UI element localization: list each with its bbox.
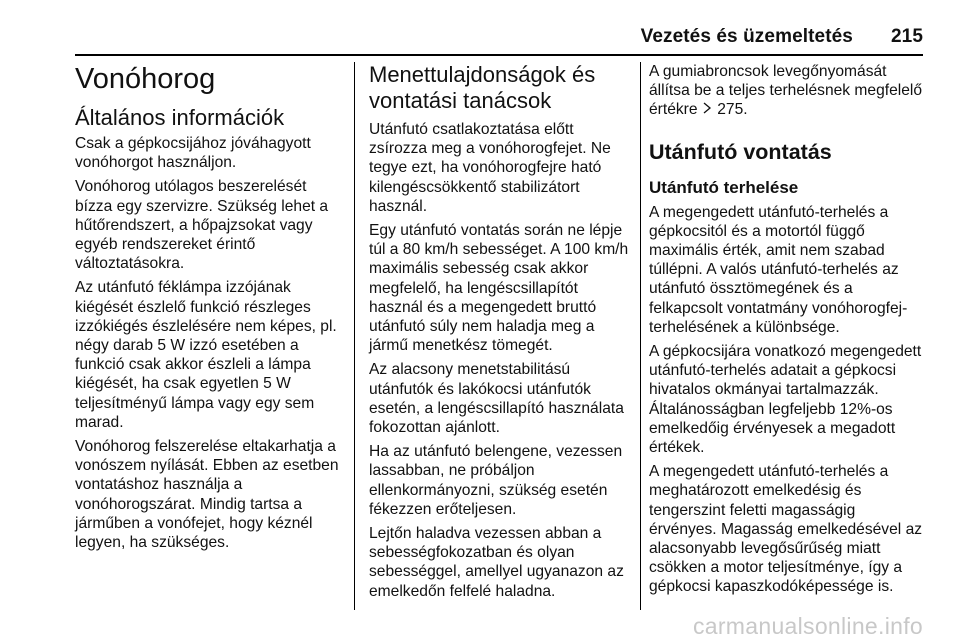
- section-title: Vonóhorog: [75, 63, 216, 95]
- watermark: carmanualsonline.info: [692, 613, 923, 639]
- paragraph: A megengedett utánfutó-terhelés a meghatározott emelkedésig és tengerszint feletti magasságig érvényes. Magasság emelkedésével az alacsonyabb levegősűrűség miatt csökken a motor teljesítménye, így a gépkocsi kapaszkodóképessége is.: [649, 463, 923, 596]
- paragraph: Utánfutó csatlakoztatása előtt zsírozza meg a vonóhorogfejet. Ne tegye ezt, ha vonóhorogfejre ható kilengéscsökkentő stabilizátort használ.: [369, 121, 611, 215]
- paragraph: Az utánfutó féklámpa izzójának kiégését észlelő funkció részleges izzókiégés észlelésére nem képes, pl. négy darab 5 W izzó esetében a funkció csak akkor észleli a lámpa kiégését, ha csak egyetlen 5 W teljesítményű lámpa vagy egy sem marad.: [75, 279, 337, 431]
- subsection-title: Menettulajdonságok és vontatási tanácsok: [369, 62, 596, 113]
- paragraph-text: A gumiabroncsok levegőnyomását állítsa be a teljes terhelésnek megfelelő értékre: [649, 63, 923, 119]
- header-title: Vezetés és üzemeltetés: [640, 26, 853, 47]
- header-rule: [75, 54, 923, 56]
- column-2: [369, 62, 635, 601]
- page-header: [641, 26, 923, 48]
- page-reference-arrow-icon: [703, 100, 712, 119]
- paragraph: [649, 62, 927, 120]
- column-1: [75, 62, 347, 552]
- paragraph: Egy utánfutó vontatás során ne lépje túl a 80 km/h sebességet. A 100 km/h maximális sebesség csak akkor megfelelő, ha lengéscsillapítót használ és a megengedett bruttó utánfutó súly nem haladja meg a jármű menetkész tömegét.: [369, 222, 629, 355]
- subsubsection-title: Utánfutó terhelése: [649, 177, 799, 197]
- column-divider: [354, 62, 355, 610]
- paragraph: Csak a gépkocsijához jóváhagyott vonóhorgot használjon.: [75, 135, 311, 172]
- subsection-title: Általános információk: [75, 105, 285, 130]
- page-reference[interactable]: 275.: [717, 101, 748, 119]
- paragraph: A megengedett utánfutó-terhelés a gépkocsitól és a motortól függő maximális érték, amit nem szabad túllépni. A valós utánfutó-terhelés az utánfutó össztömegének és a felkapcsolt vontatmány vonóhorogfej-terhelésének a különbsége.: [649, 203, 908, 336]
- column-divider: [640, 62, 641, 610]
- paragraph: Vonóhorog utólagos beszerelését bízza egy szervizre. Szükség lehet a hűtőrendszert, a hőpajzsokat vagy egyéb rendszereket érintő változtatásokra.: [75, 178, 329, 273]
- column-3: [649, 62, 927, 597]
- paragraph: A gépkocsijára vonatkozó megengedett utánfutó-terhelés adatait a gépkocsi hivatalos okmányai tartalmazzák. Általánosságban legfeljebb 12%-os emelkedőig érvényesek a megadott értékek.: [649, 343, 922, 457]
- paragraph: Ha az utánfutó belengene, vezessen lassabban, ne próbáljon ellenkormányozni, szükség esetén fékezzen erőteljesen.: [369, 443, 623, 518]
- page-number: 215: [890, 26, 923, 47]
- paragraph: Az alacsony menetstabilitású utánfutók és lakókocsi utánfutók esetén, a lengéscsillapító használata fokozottan ajánlott.: [369, 361, 624, 437]
- paragraph: Vonóhorog felszerelése eltakarhatja a vonószem nyílását. Ebben az esetben vontatáshoz használja a vonóhorogszárat. Mindig tartsa a járműben a vonófejet, hogy kéznél legyen, ha szükséges.: [75, 438, 339, 552]
- subsection-title: Utánfutó vontatás: [649, 139, 832, 164]
- paragraph: Lejtőn haladva vezessen abban a sebességfokozatban és olyan sebességgel, amellyel ugyanazon az emelkedőn felfelé haladna.: [369, 525, 624, 600]
